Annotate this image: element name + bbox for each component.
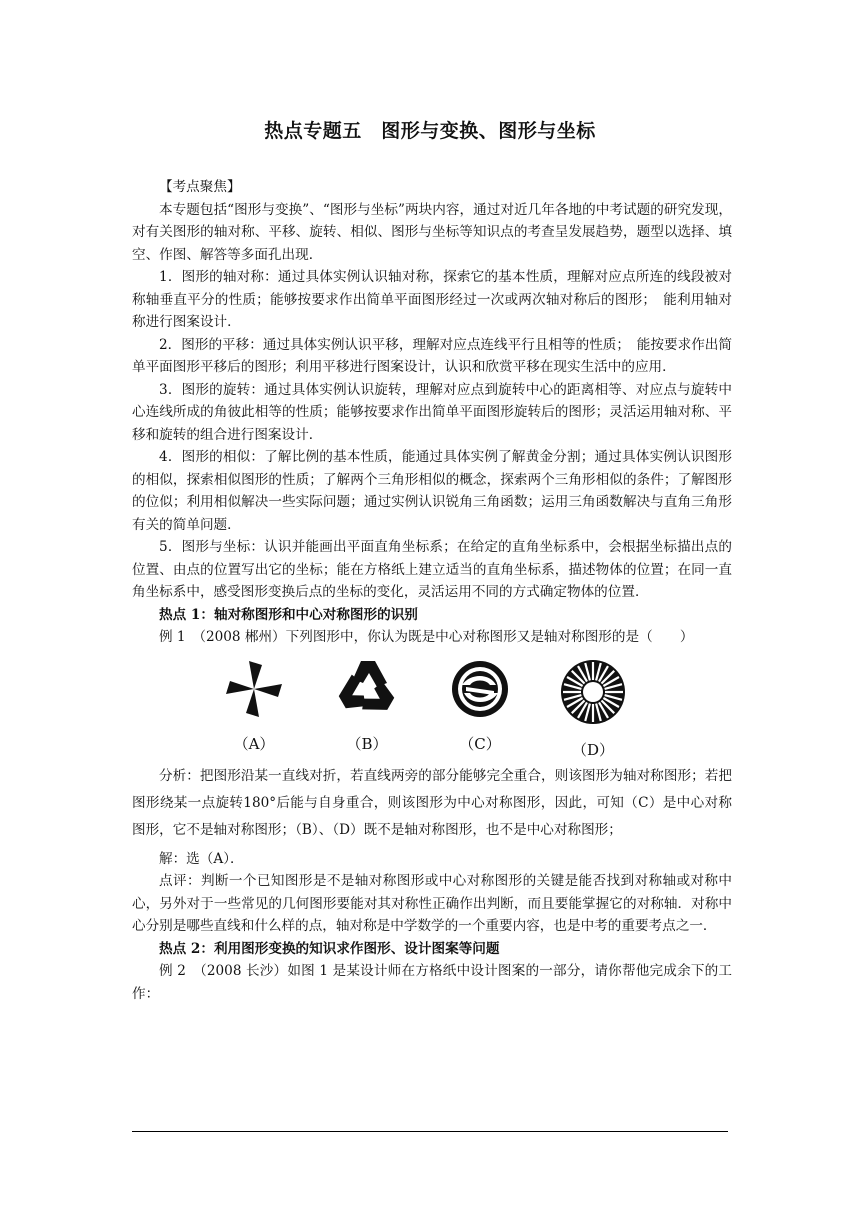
- analysis: 分析：把图形沿某一直线对折，若直线两旁的部分能够完全重合，则该图形为轴对称图形；若把图形绕某一点旋转180°后能与自身重合，则该图形为中心对称图形，因此，可知（C）是中心对称图形，它不是轴对称图形；（B）、（D）既不是轴对称图形，也不是中心对称图形；: [132, 767, 732, 838]
- solution: 解：选（A）．: [159, 850, 244, 867]
- example-1: 例 1 （2008 郴州）下列图形中，你认为既是中心对称图形又是轴对称图形的是（ ）: [159, 629, 694, 645]
- recycle-triangle-icon: [335, 657, 399, 721]
- paragraph-intro: 本专题包括“图形与变换”、“图形与坐标”两块内容，通过对近几年各地的中考试题的研究发现，对有关图形的轴对称、平移、旋转、相似、图形与坐标等知识点的考查呈发展趋势，题型以选择、填空、作图、解答等多面孔出现．: [132, 201, 732, 263]
- comment: 点评：判断一个已知图形是不是轴对称图形或中心对称图形的关键是能否找到对称轴或对称中心，另外对于一些常见的几何图形要能对其对称性正确作出判断，而且要能掌握它的对称轴．对称中心分别是哪些直线和什么样的点，轴对称是中学数学的一个重要内容，也是中考的重要考点之一．: [132, 873, 732, 934]
- page-title: 热点专题五 图形与变换、图形与坐标: [264, 120, 596, 142]
- sun-ring-icon: [558, 657, 628, 727]
- paragraph-4: 4．图形的相似：了解比例的基本性质，能通过具体实例了解黄金分割；通过具体实例认识图形的相似，探索相似图形的性质；了解两个三角形相似的概念，探索两个三角形相似的条件；了解图形的位似；利用相似解决一些实际问题；通过实例认识锐角三角函数；运用三角函数解决与直角三角形有关的简单问题．: [132, 449, 732, 533]
- hotspot-2-heading: 热点 2：利用图形变换的知识求作图形、设计图案等问题: [159, 940, 500, 957]
- paragraph-2: 2．图形的平移：通过具体实例认识平移，理解对应点连线平行且相等的性质； 能按要求作出简单平面图形平移后的图形；利用平移进行图案设计，认识和欣赏平移在现实生活中的应用．: [132, 336, 732, 375]
- figure-c: [440, 657, 520, 756]
- figure-c-label: （C）: [459, 734, 501, 753]
- example-2: 例 2 （2008 长沙）如图 1 是某设计师在方格纸中设计图案的一部分，请你帮他完成余下的工作：: [132, 963, 732, 1002]
- pinwheel-figure-icon: [222, 657, 286, 721]
- figure-a-label: （A）: [233, 734, 275, 753]
- figure-d-label: （D）: [571, 740, 615, 759]
- footer-rule: [132, 1131, 728, 1132]
- hotspot-1-heading: 热点 1：轴对称图形和中心对称图形的识别: [159, 606, 418, 623]
- paragraph-1: 1．图形的轴对称：通过具体实例认识轴对称，探索它的基本性质，理解对应点所连的线段被对称轴垂直平分的性质；能够按要求作出简单平面图形经过一次或两次轴对称后的图形； 能利用轴对称进行图案设计．: [132, 269, 732, 330]
- section-heading: 【考点聚焦】: [159, 179, 241, 195]
- paragraph-3: 3．图形的旋转：通过具体实例认识旋转，理解对应点到旋转中心的距离相等、对应点与旋转中心连线所成的角彼此相等的性质；能够按要求作出简单平面图形旋转后的图形；灵活运用轴对称、平移和旋转的组合进行图案设计．: [132, 381, 732, 443]
- figure-a: [214, 657, 294, 756]
- figure-d: [553, 657, 633, 762]
- figure-b: [327, 657, 407, 756]
- paragraph-5: 5．图形与坐标：认识并能画出平面直角坐标系；在给定的直角坐标系中，会根据坐标描出点的位置、由点的位置写出它的坐标；能在方格纸上建立适当的直角坐标系，描述物体的位置；在同一直角坐标系中，感受图形变换后点的坐标的变化，灵活运用不同的方式确定物体的位置．: [132, 539, 732, 600]
- example-1-figures: [132, 651, 732, 759]
- document-body: [132, 176, 732, 1005]
- figure-b-label: （B）: [346, 734, 388, 753]
- circle-emblem-icon: [448, 657, 512, 721]
